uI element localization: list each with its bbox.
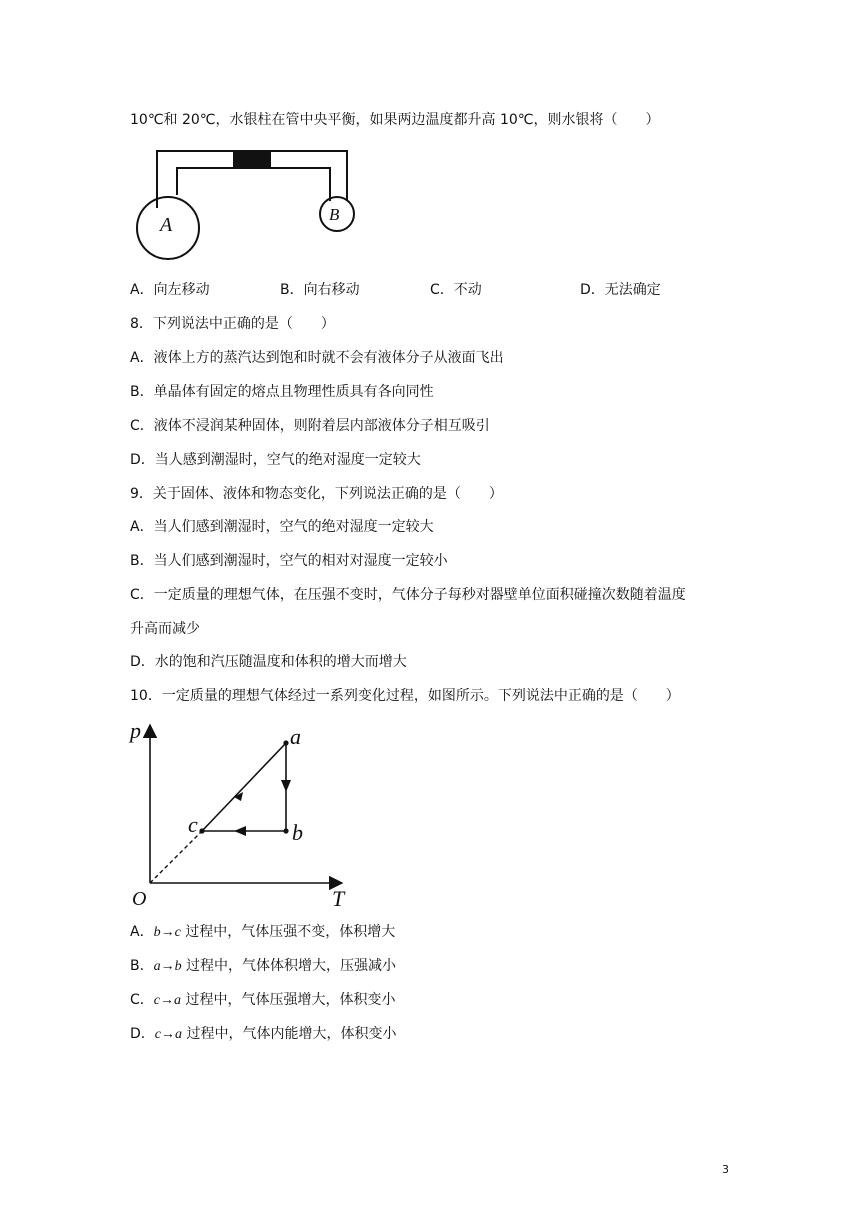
q8-option-c: C．液体不浸润某种固体，则附着层内部液体分子相互吸引 bbox=[130, 418, 490, 434]
q10-option-b-process: a→b bbox=[153, 959, 182, 974]
arrow-b-to-c bbox=[234, 826, 246, 836]
q9-stem: 9．关于固体、液体和物态变化，下列说法正确的是（ ） bbox=[130, 486, 503, 502]
q9-option-a: A．当人们感到潮湿时，空气的绝对湿度一定较大 bbox=[130, 519, 434, 535]
q7-tube-figure bbox=[130, 148, 360, 264]
q10-option-a-text: 过程中，气体压强不变，体积增大 bbox=[180, 924, 396, 940]
q7-option-a: A．向左移动 bbox=[130, 282, 210, 298]
point-c-label: c bbox=[188, 812, 198, 837]
q9-option-b: B．当人们感到潮湿时，空气的相对对湿度一定较小 bbox=[130, 553, 448, 569]
q10-option-c-letter: C． bbox=[130, 992, 154, 1008]
arrow-a-to-b bbox=[281, 780, 291, 792]
q10-option-d bbox=[130, 1024, 396, 1045]
point-a bbox=[283, 740, 288, 745]
origin-label: O bbox=[132, 888, 147, 910]
point-c bbox=[199, 828, 204, 833]
point-b bbox=[283, 828, 288, 833]
q10-option-d-process: c→a bbox=[154, 1027, 182, 1042]
point-a-label: a bbox=[290, 724, 301, 749]
q8-option-a: A．液体上方的蒸汽达到饱和时就不会有液体分子从液面飞出 bbox=[130, 350, 504, 366]
process-c-to-a bbox=[202, 743, 286, 831]
q10-option-a-letter: A． bbox=[130, 924, 154, 940]
q10-option-a bbox=[130, 922, 395, 943]
q9-option-d: D．水的饱和汽压随温度和体积的增大而增大 bbox=[130, 654, 407, 670]
q10-option-a-process: b→c bbox=[153, 925, 181, 940]
q10-option-c-text: 过程中，气体压强增大，体积变小 bbox=[181, 992, 396, 1008]
q10-option-d-text: 过程中，气体内能增大，体积变小 bbox=[182, 1026, 397, 1042]
y-axis-label: p bbox=[130, 718, 141, 743]
q7-option-c: C．不动 bbox=[430, 282, 482, 298]
bulb-a-label: A bbox=[160, 214, 173, 236]
bulb-b-label: B bbox=[329, 205, 340, 224]
q10-stem: 10．一定质量的理想气体经过一系列变化过程，如图所示。下列说法中正确的是（ ） bbox=[130, 688, 680, 704]
q10-option-b bbox=[130, 956, 396, 977]
q8-option-d: D．当人感到潮湿时，空气的绝对湿度一定较大 bbox=[130, 452, 421, 468]
q10-option-d-letter: D． bbox=[130, 1026, 155, 1042]
page-number: 3 bbox=[722, 1163, 729, 1176]
q7-option-b: B．向右移动 bbox=[280, 282, 360, 298]
q8-stem: 8．下列说法中正确的是（ ） bbox=[130, 316, 335, 332]
x-axis-label: T bbox=[332, 886, 345, 911]
q7-option-d: D．无法确定 bbox=[580, 282, 661, 298]
q7-stem: 10℃和 20℃，水银柱在管中央平衡，如果两边温度都升高 10℃，则水银将（ ） bbox=[130, 112, 660, 128]
q8-option-b: B．单晶体有固定的熔点且物理性质具有各向同性 bbox=[130, 384, 434, 400]
q10-option-b-text: 过程中，气体体积增大，压强减小 bbox=[181, 958, 397, 974]
q10-option-b-letter: B． bbox=[130, 958, 154, 974]
q9-option-c-line1: C．一定质量的理想气体，在压强不变时，气体分子每秒对器壁单位面积碰撞次数随着温度 bbox=[130, 587, 686, 603]
q10-option-c-process: c→a bbox=[153, 993, 181, 1008]
point-b-label: b bbox=[292, 820, 303, 845]
dashed-extension bbox=[150, 831, 202, 883]
q7-options bbox=[130, 280, 730, 300]
q9-option-c-line2: 升高而减少 bbox=[130, 621, 200, 637]
q10-pt-diagram bbox=[125, 716, 355, 914]
q10-option-c bbox=[130, 990, 395, 1011]
mercury-column bbox=[233, 151, 271, 168]
